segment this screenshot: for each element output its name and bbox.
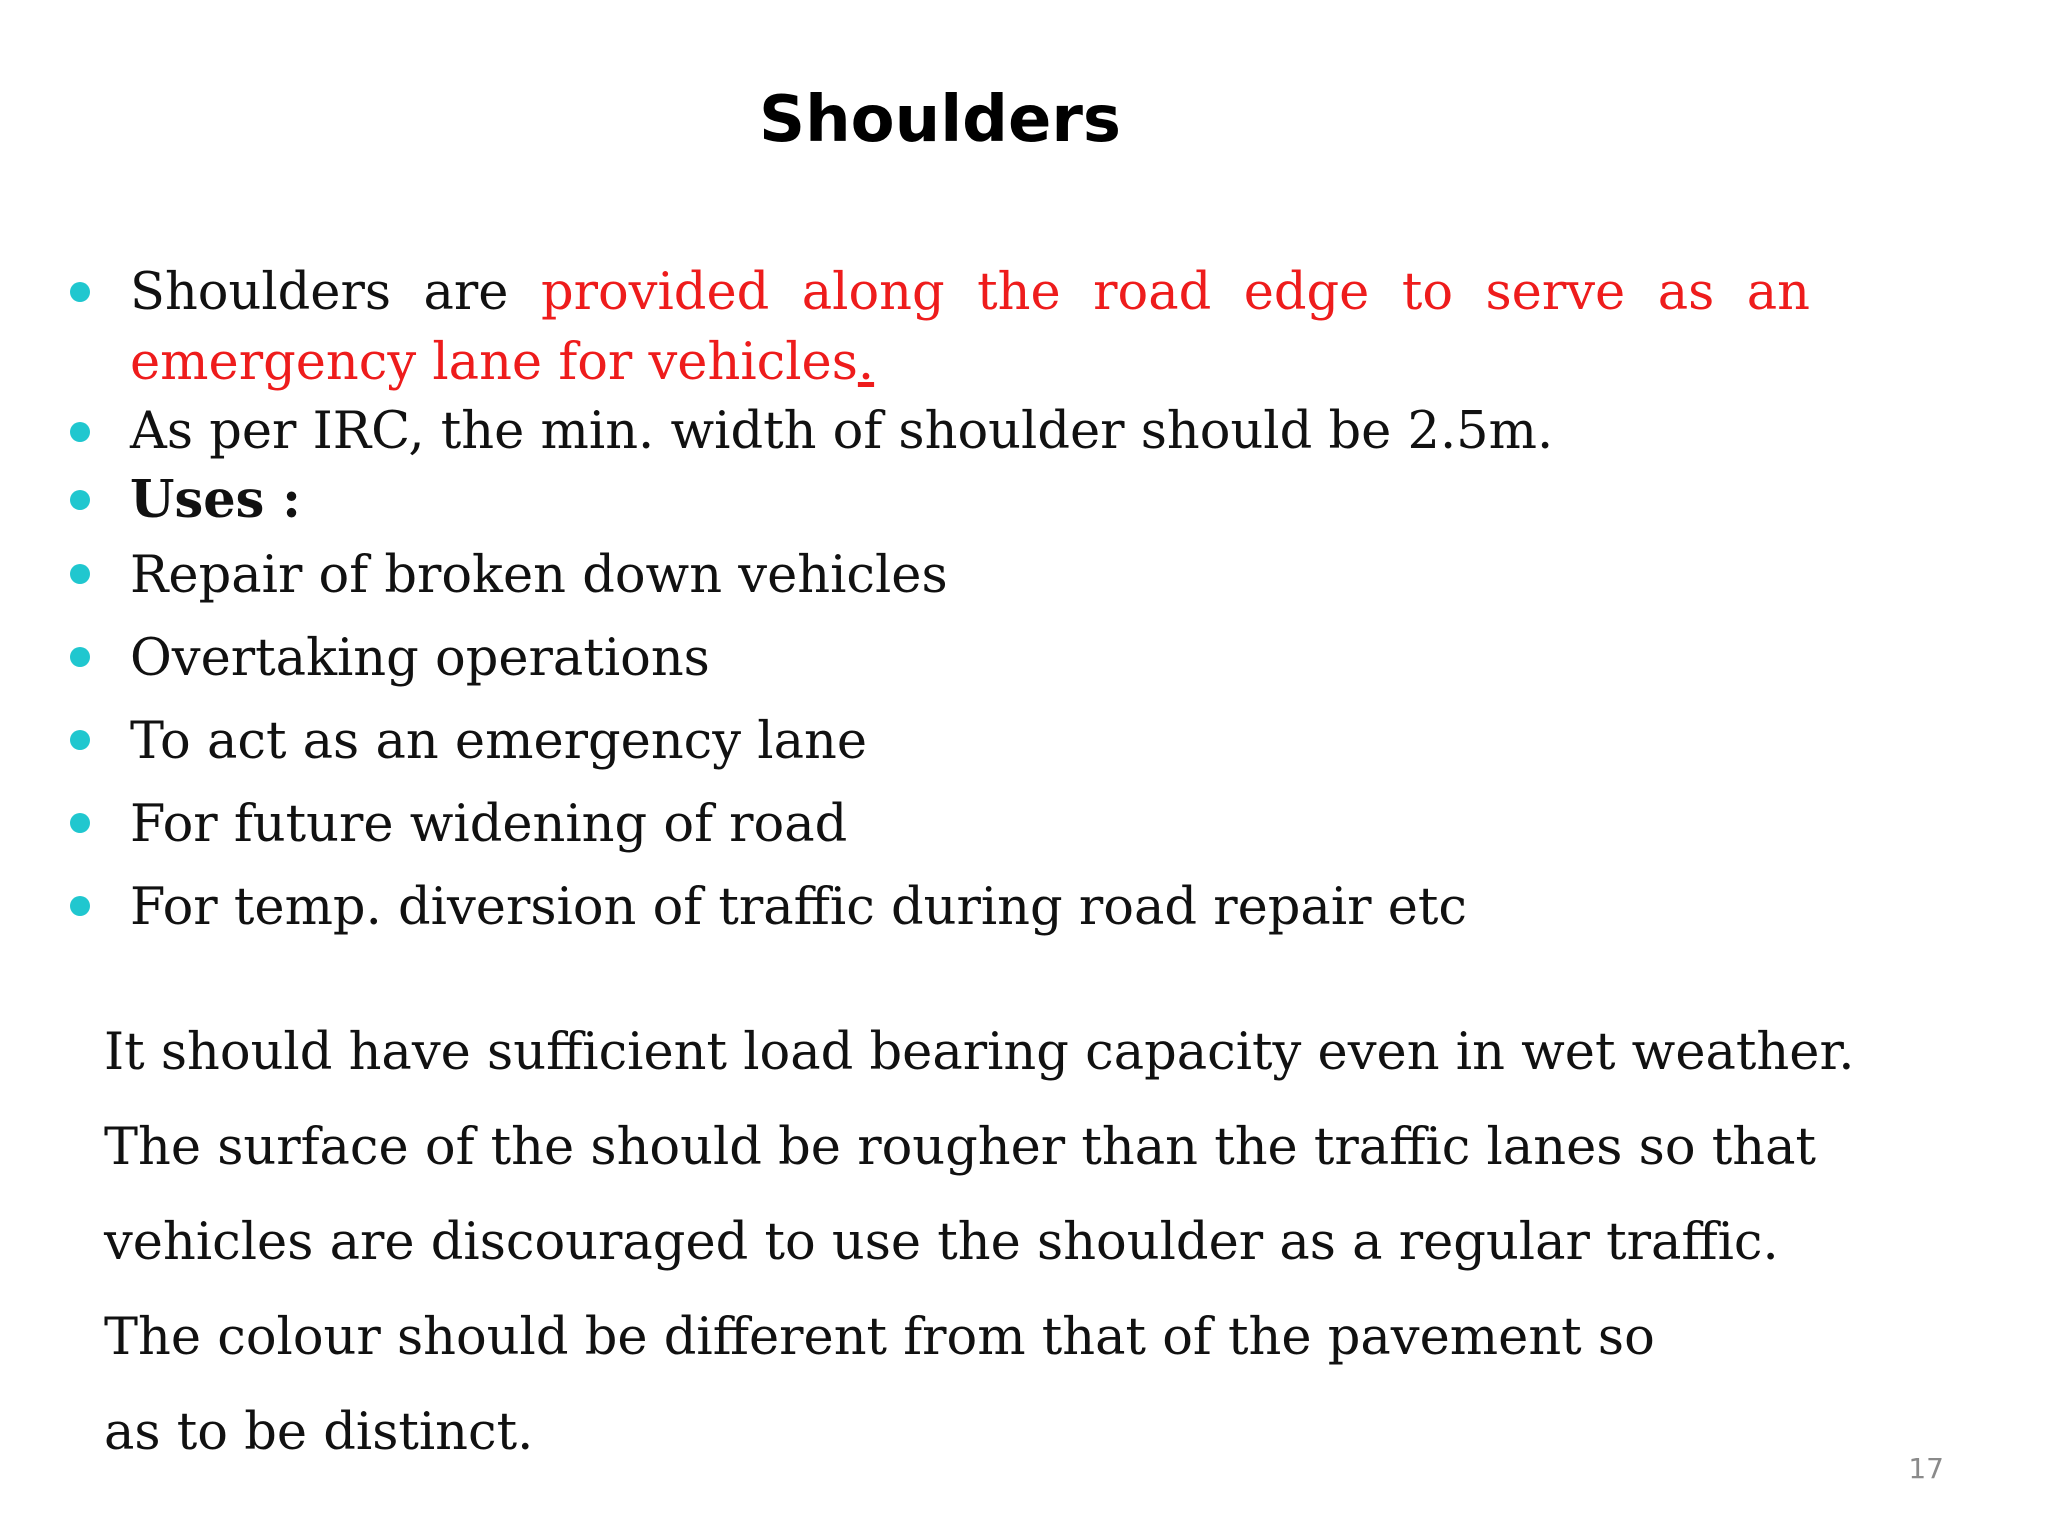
slide-title: Shoulders xyxy=(759,83,1121,157)
bullet-text: Shoulders are xyxy=(130,263,541,322)
bullet-item xyxy=(70,617,1810,700)
bullet-item xyxy=(70,398,1810,466)
page-number: 17 xyxy=(1908,1452,1944,1485)
bullet-item xyxy=(70,700,1810,783)
bullet-heading: Uses : xyxy=(130,470,301,530)
bullet-dot-icon xyxy=(70,647,90,667)
bullet-dot-icon xyxy=(70,813,90,833)
bullet-item xyxy=(70,534,1810,617)
paragraph-line: The colour should be different from that of the pavement so xyxy=(104,1308,1655,1367)
bullet-dot-icon xyxy=(70,564,90,584)
paragraph-line: It should have sufficient load bearing capacity even in wet weather. xyxy=(104,1023,1855,1082)
bullet-dot-icon xyxy=(70,490,90,510)
paragraph-line: as to be distinct. xyxy=(104,1403,534,1462)
bullet-text: Repair of broken down vehicles xyxy=(130,546,948,605)
bullet-text: For temp. diversion of traffic during road repair etc xyxy=(130,878,1467,937)
highlighted-text: provided along the road edge to serve as an emergency lane for vehicles xyxy=(130,263,1810,392)
bullet-item xyxy=(70,866,1810,949)
bullet-dot-icon xyxy=(70,896,90,916)
bullet-text: For future widening of road xyxy=(130,795,848,854)
highlighted-period: . xyxy=(857,333,875,392)
body-paragraph xyxy=(104,1005,1864,1480)
bullet-item xyxy=(70,783,1810,866)
paragraph-line: vehicles are discouraged to use the shoulder as a regular traffic. xyxy=(104,1213,1779,1272)
bullet-text: To act as an emergency lane xyxy=(130,712,868,771)
bullet-list xyxy=(70,258,1810,949)
bullet-dot-icon xyxy=(70,422,90,442)
paragraph-line: The surface of the should be rougher than the traffic lanes so that xyxy=(104,1118,1816,1177)
bullet-text: Overtaking operations xyxy=(130,629,710,688)
bullet-dot-icon xyxy=(70,282,90,302)
bullet-item xyxy=(70,258,1810,398)
bullet-text: As per IRC, the min. width of shoulder should be 2.5m. xyxy=(130,402,1554,461)
bullet-item xyxy=(70,466,1810,534)
bullet-dot-icon xyxy=(70,730,90,750)
